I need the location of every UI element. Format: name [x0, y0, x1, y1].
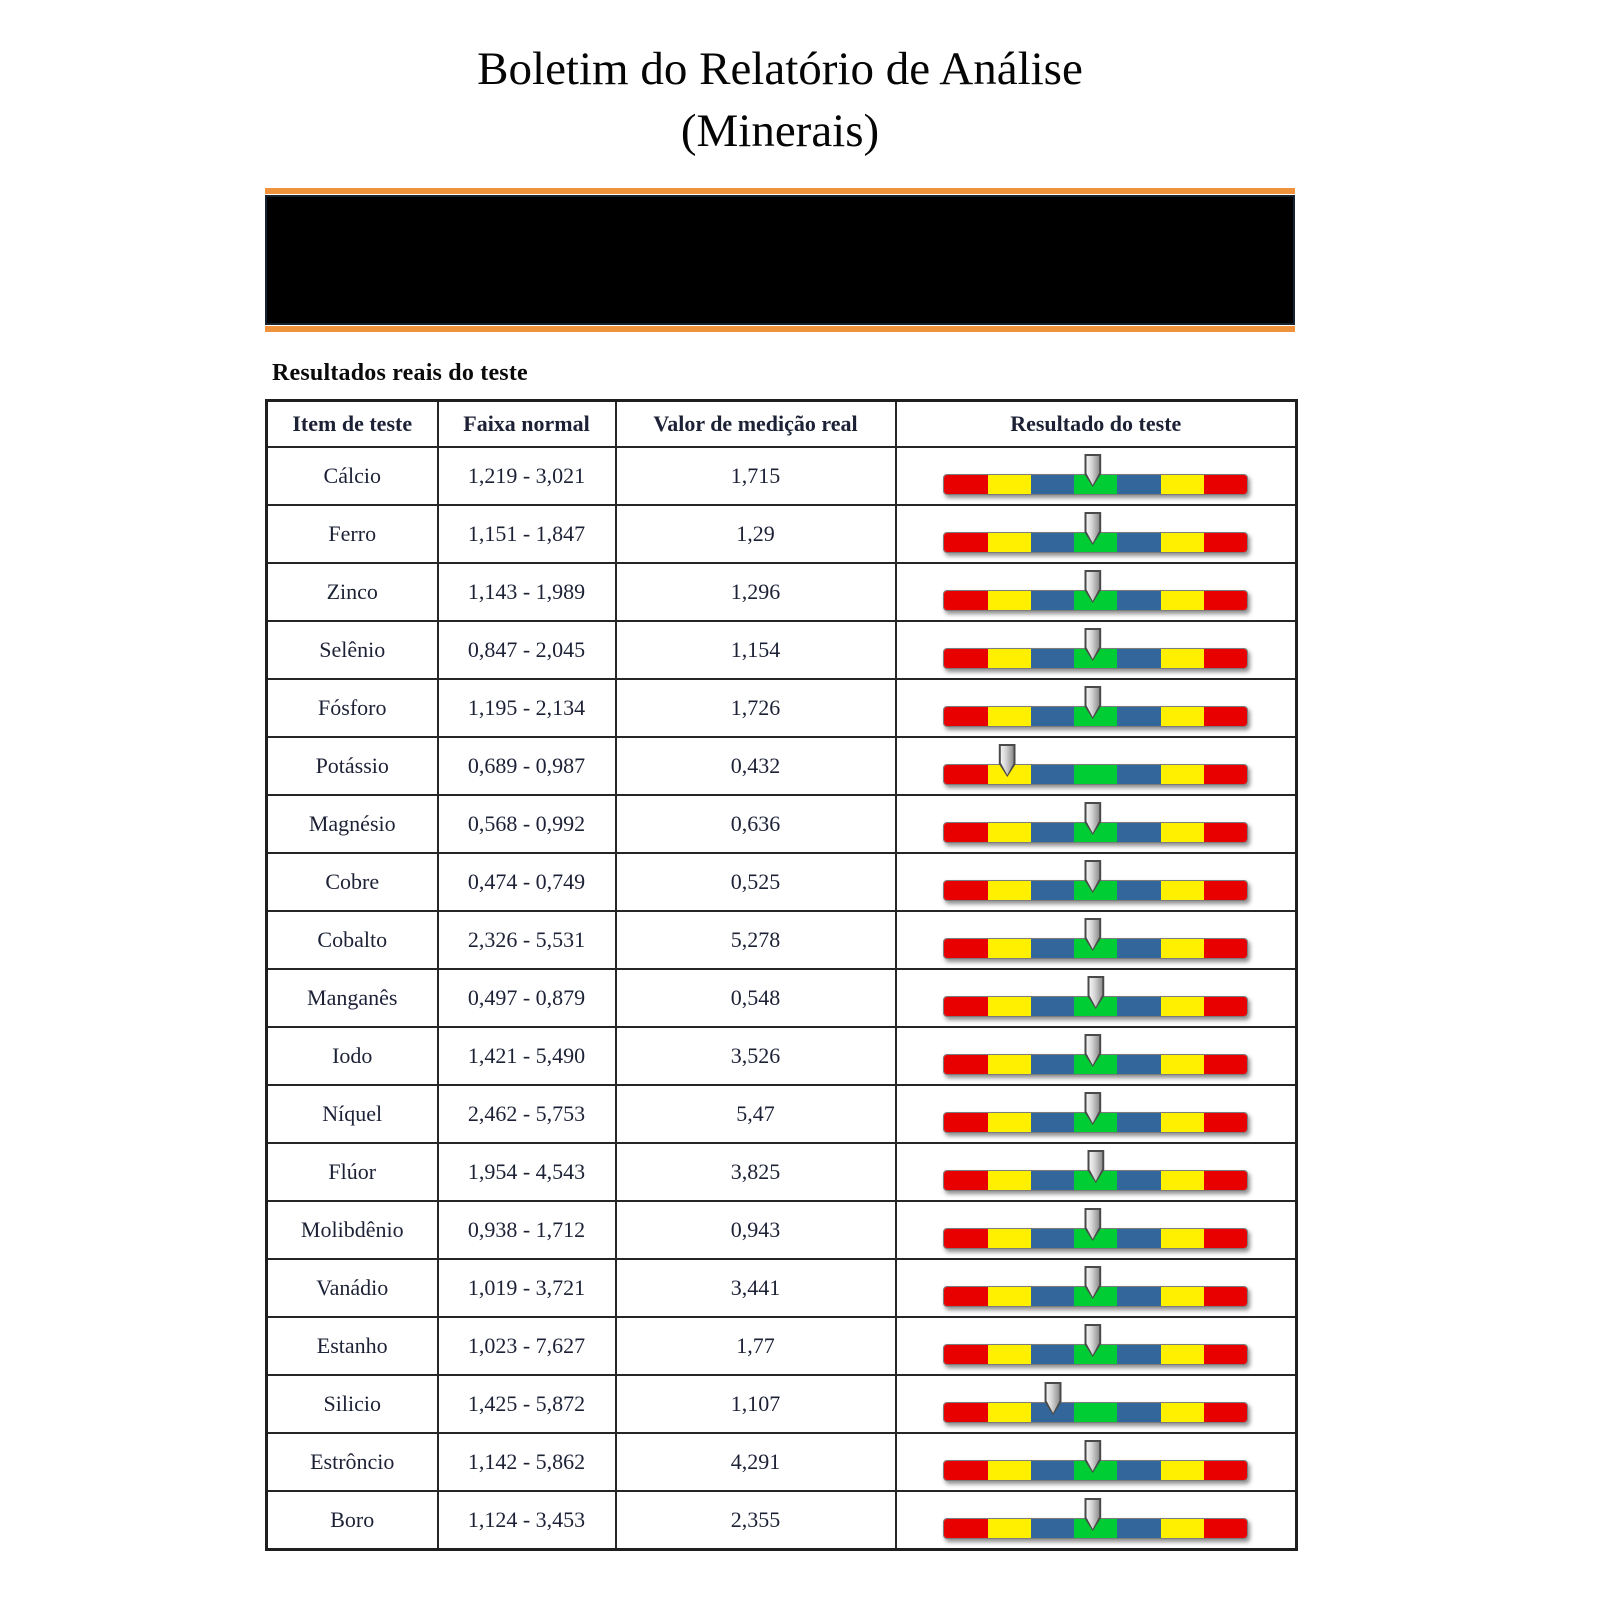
- table-row-niquel: [267, 1085, 1297, 1143]
- bar-segment: [944, 1287, 987, 1306]
- test-result-cell: [896, 969, 1297, 1027]
- bar-segment: [1161, 1171, 1204, 1190]
- test-item-cell: Flúor: [267, 1143, 438, 1201]
- normal-range-cell: 0,938 - 1,712: [438, 1201, 616, 1259]
- table-row-vanadio: [267, 1259, 1297, 1317]
- bar-segment: [944, 765, 987, 784]
- measured-value-cell: 1,726: [616, 679, 896, 737]
- measured-value-cell: 1,29: [616, 505, 896, 563]
- bar-segment: [988, 1345, 1031, 1364]
- table-row-magnesio: [267, 795, 1297, 853]
- normal-range-cell: 0,689 - 0,987: [438, 737, 616, 795]
- test-result-cell: [896, 1201, 1297, 1259]
- test-result-cell: [896, 853, 1297, 911]
- bar-segment: [1117, 533, 1160, 552]
- table-row-selenio: [267, 621, 1297, 679]
- normal-range-cell: 0,568 - 0,992: [438, 795, 616, 853]
- test-item-cell: Boro: [267, 1491, 438, 1550]
- bar-segment: [1117, 1229, 1160, 1248]
- bar-segment: [944, 939, 987, 958]
- normal-range-cell: 0,847 - 2,045: [438, 621, 616, 679]
- normal-range-cell: 0,474 - 0,749: [438, 853, 616, 911]
- measured-value-cell: 1,77: [616, 1317, 896, 1375]
- result-color-bar: [943, 764, 1248, 785]
- bar-segment: [988, 1113, 1031, 1132]
- bar-segment: [944, 881, 987, 900]
- normal-range-cell: 1,195 - 2,134: [438, 679, 616, 737]
- bar-segment: [1204, 591, 1247, 610]
- bar-segment: [1204, 475, 1247, 494]
- bar-segment: [1161, 707, 1204, 726]
- test-result-cell: [896, 1085, 1297, 1143]
- test-result-cell: [896, 911, 1297, 969]
- measured-value-cell: 5,278: [616, 911, 896, 969]
- table-row-zinco: [267, 563, 1297, 621]
- bar-segment: [944, 591, 987, 610]
- normal-range-cell: 1,124 - 3,453: [438, 1491, 616, 1550]
- normal-range-cell: 1,219 - 3,021: [438, 447, 616, 505]
- normal-range-cell: 1,151 - 1,847: [438, 505, 616, 563]
- test-result-cell: [896, 621, 1297, 679]
- bar-segment: [1117, 1113, 1160, 1132]
- result-indicator: [943, 564, 1248, 620]
- bar-segment: [1161, 1229, 1204, 1248]
- bar-segment: [1031, 649, 1074, 668]
- bar-segment: [988, 881, 1031, 900]
- measured-value-cell: 1,715: [616, 447, 896, 505]
- bar-segment: [1161, 1345, 1204, 1364]
- bar-segment: [1161, 1403, 1204, 1422]
- test-result-cell: [896, 737, 1297, 795]
- bar-segment: [1117, 1461, 1160, 1480]
- results-table: [265, 399, 1298, 1551]
- bar-segment: [1204, 939, 1247, 958]
- result-indicator: [943, 796, 1248, 852]
- table-row-fluor: [267, 1143, 1297, 1201]
- test-item-cell: Potássio: [267, 737, 438, 795]
- result-indicator: [943, 622, 1248, 678]
- result-indicator: [943, 680, 1248, 736]
- test-item-cell: Selênio: [267, 621, 438, 679]
- bar-segment: [1117, 823, 1160, 842]
- bar-segment: [1031, 1113, 1074, 1132]
- normal-range-cell: 2,462 - 5,753: [438, 1085, 616, 1143]
- test-result-cell: [896, 1375, 1297, 1433]
- bar-segment: [1161, 1461, 1204, 1480]
- bar-segment: [1031, 591, 1074, 610]
- measured-value-cell: 1,107: [616, 1375, 896, 1433]
- bar-segment: [988, 533, 1031, 552]
- bar-segment: [1204, 881, 1247, 900]
- orange-rule-top: [265, 188, 1295, 194]
- result-indicator: [943, 1260, 1248, 1316]
- result-color-bar: [943, 1402, 1248, 1423]
- bar-segment: [1204, 1519, 1247, 1538]
- bar-segment: [944, 1171, 987, 1190]
- bar-segment: [944, 1229, 987, 1248]
- bar-segment: [1031, 1171, 1074, 1190]
- bar-segment: [944, 1113, 987, 1132]
- test-item-cell: Estanho: [267, 1317, 438, 1375]
- bar-segment: [1031, 1519, 1074, 1538]
- measured-value-cell: 0,432: [616, 737, 896, 795]
- column-header-normal-range: Faixa normal: [438, 401, 616, 448]
- bar-segment: [1204, 1287, 1247, 1306]
- bar-segment: [944, 533, 987, 552]
- bar-segment: [1161, 1287, 1204, 1306]
- table-row-ferro: [267, 505, 1297, 563]
- bar-segment: [1161, 533, 1204, 552]
- table-row-silicio: [267, 1375, 1297, 1433]
- bar-segment: [1204, 533, 1247, 552]
- table-row-cobre: [267, 853, 1297, 911]
- result-indicator: [943, 1028, 1248, 1084]
- measured-value-cell: 0,548: [616, 969, 896, 1027]
- bar-segment: [1117, 1519, 1160, 1538]
- measured-value-cell: 0,943: [616, 1201, 896, 1259]
- bar-segment: [1204, 1171, 1247, 1190]
- table-row-estanho: [267, 1317, 1297, 1375]
- bar-segment: [1031, 1287, 1074, 1306]
- bar-segment: [1031, 823, 1074, 842]
- bar-segment: [1074, 1403, 1117, 1422]
- result-indicator: [943, 1434, 1248, 1490]
- bar-segment: [1031, 533, 1074, 552]
- bar-segment: [1161, 997, 1204, 1016]
- bar-segment: [1161, 939, 1204, 958]
- normal-range-cell: 2,326 - 5,531: [438, 911, 616, 969]
- bar-segment: [1161, 823, 1204, 842]
- bar-segment: [1031, 939, 1074, 958]
- bar-segment: [1117, 939, 1160, 958]
- result-indicator: [943, 970, 1248, 1026]
- bar-segment: [1031, 997, 1074, 1016]
- normal-range-cell: 1,023 - 7,627: [438, 1317, 616, 1375]
- bar-segment: [1204, 1461, 1247, 1480]
- test-item-cell: Zinco: [267, 563, 438, 621]
- table-row-cobalto: [267, 911, 1297, 969]
- column-header-test-result: Resultado do teste: [896, 401, 1297, 448]
- bar-segment: [988, 939, 1031, 958]
- bar-segment: [988, 591, 1031, 610]
- bar-segment: [988, 1403, 1031, 1422]
- test-result-cell: [896, 505, 1297, 563]
- test-item-cell: Silicio: [267, 1375, 438, 1433]
- measured-value-cell: 4,291: [616, 1433, 896, 1491]
- table-row-calcio: [267, 447, 1297, 505]
- bar-segment: [1031, 1461, 1074, 1480]
- bar-segment: [1031, 707, 1074, 726]
- bar-segment: [1204, 1345, 1247, 1364]
- bar-segment: [1117, 1287, 1160, 1306]
- bar-segment: [1031, 1345, 1074, 1364]
- test-result-cell: [896, 447, 1297, 505]
- test-result-cell: [896, 1433, 1297, 1491]
- measured-value-cell: 0,636: [616, 795, 896, 853]
- test-result-cell: [896, 795, 1297, 853]
- bar-segment: [944, 1519, 987, 1538]
- measured-value-cell: 3,441: [616, 1259, 896, 1317]
- test-item-cell: Cobre: [267, 853, 438, 911]
- test-item-cell: Estrôncio: [267, 1433, 438, 1491]
- bar-segment: [1161, 475, 1204, 494]
- bar-segment: [1117, 997, 1160, 1016]
- bar-segment: [1204, 707, 1247, 726]
- bar-segment: [944, 997, 987, 1016]
- result-indicator: [943, 1202, 1248, 1258]
- normal-range-cell: 1,421 - 5,490: [438, 1027, 616, 1085]
- test-result-cell: [896, 1259, 1297, 1317]
- test-result-cell: [896, 1027, 1297, 1085]
- bar-segment: [988, 1055, 1031, 1074]
- result-indicator: [943, 738, 1248, 794]
- bar-segment: [1161, 881, 1204, 900]
- test-item-cell: Cálcio: [267, 447, 438, 505]
- normal-range-cell: 1,425 - 5,872: [438, 1375, 616, 1433]
- normal-range-cell: 1,019 - 3,721: [438, 1259, 616, 1317]
- result-indicator: [943, 1086, 1248, 1142]
- bar-segment: [1117, 707, 1160, 726]
- measured-value-cell: 3,825: [616, 1143, 896, 1201]
- bar-segment: [944, 707, 987, 726]
- bar-segment: [1204, 1113, 1247, 1132]
- page-title: [265, 38, 1295, 162]
- bar-segment: [944, 475, 987, 494]
- bar-segment: [988, 1461, 1031, 1480]
- bar-segment: [1204, 823, 1247, 842]
- measured-value-cell: 1,154: [616, 621, 896, 679]
- bar-segment: [944, 823, 987, 842]
- bar-segment: [1117, 591, 1160, 610]
- bar-segment: [1161, 649, 1204, 668]
- test-item-cell: Ferro: [267, 505, 438, 563]
- bar-segment: [1204, 1229, 1247, 1248]
- bar-segment: [1161, 765, 1204, 784]
- result-indicator: [943, 1144, 1248, 1200]
- page-title-line1: Boletim do Relatório de Análise: [477, 43, 1083, 95]
- test-item-cell: Fósforo: [267, 679, 438, 737]
- bar-segment: [1204, 997, 1247, 1016]
- normal-range-cell: 0,497 - 0,879: [438, 969, 616, 1027]
- result-indicator: [943, 1492, 1248, 1548]
- bar-segment: [1117, 1345, 1160, 1364]
- bar-segment: [988, 1171, 1031, 1190]
- results-table-header-row: [267, 401, 1297, 448]
- bar-segment: [944, 1461, 987, 1480]
- result-indicator: [943, 1376, 1248, 1432]
- bar-segment: [988, 475, 1031, 494]
- column-header-test-item: Item de teste: [267, 401, 438, 448]
- test-result-cell: [896, 563, 1297, 621]
- table-row-potassio: [267, 737, 1297, 795]
- result-indicator: [943, 1318, 1248, 1374]
- result-indicator: [943, 854, 1248, 910]
- bar-segment: [1161, 1055, 1204, 1074]
- measured-value-cell: 0,525: [616, 853, 896, 911]
- test-item-cell: Vanádio: [267, 1259, 438, 1317]
- bar-segment: [988, 997, 1031, 1016]
- measured-value-cell: 2,355: [616, 1491, 896, 1550]
- redacted-patient-info-box: [265, 195, 1295, 325]
- bar-segment: [1117, 1055, 1160, 1074]
- orange-rule-bottom: [265, 326, 1295, 332]
- table-row-iodo: [267, 1027, 1297, 1085]
- result-indicator: [943, 912, 1248, 968]
- bar-segment: [1204, 765, 1247, 784]
- bar-segment: [944, 1345, 987, 1364]
- test-item-cell: Cobalto: [267, 911, 438, 969]
- bar-segment: [1204, 1403, 1247, 1422]
- bar-segment: [988, 1287, 1031, 1306]
- test-item-cell: Molibdênio: [267, 1201, 438, 1259]
- bar-segment: [1117, 1171, 1160, 1190]
- bar-segment: [1204, 1055, 1247, 1074]
- measured-value-cell: 1,296: [616, 563, 896, 621]
- bar-segment: [1161, 1519, 1204, 1538]
- table-row-fosforo: [267, 679, 1297, 737]
- table-row-manganes: [267, 969, 1297, 1027]
- measured-value-cell: 3,526: [616, 1027, 896, 1085]
- bar-segment: [1031, 1229, 1074, 1248]
- bar-segment: [1117, 649, 1160, 668]
- bar-segment: [944, 1403, 987, 1422]
- measured-value-cell: 5,47: [616, 1085, 896, 1143]
- bar-segment: [1117, 1403, 1160, 1422]
- normal-range-cell: 1,142 - 5,862: [438, 1433, 616, 1491]
- test-item-cell: Magnésio: [267, 795, 438, 853]
- bar-segment: [988, 1519, 1031, 1538]
- normal-range-cell: 1,143 - 1,989: [438, 563, 616, 621]
- bar-segment: [1117, 765, 1160, 784]
- bar-segment: [988, 707, 1031, 726]
- bar-segment: [988, 823, 1031, 842]
- test-result-cell: [896, 1143, 1297, 1201]
- bar-segment: [944, 649, 987, 668]
- table-row-boro: [267, 1491, 1297, 1550]
- bar-segment: [1117, 881, 1160, 900]
- bar-segment: [1204, 649, 1247, 668]
- bar-segment: [988, 1229, 1031, 1248]
- bar-segment: [1161, 1113, 1204, 1132]
- section-heading: Resultados reais do teste: [272, 360, 528, 386]
- table-row-estroncio: [267, 1433, 1297, 1491]
- normal-range-cell: 1,954 - 4,543: [438, 1143, 616, 1201]
- test-item-cell: Iodo: [267, 1027, 438, 1085]
- result-indicator: [943, 506, 1248, 562]
- test-item-cell: Manganês: [267, 969, 438, 1027]
- bar-segment: [944, 1055, 987, 1074]
- page-title-line2: (Minerais): [680, 105, 880, 158]
- test-result-cell: [896, 1491, 1297, 1550]
- bar-segment: [1031, 475, 1074, 494]
- column-header-measured-value: Valor de medição real: [616, 401, 896, 448]
- table-row-molibdenio: [267, 1201, 1297, 1259]
- bar-segment: [1117, 475, 1160, 494]
- bar-segment: [1161, 591, 1204, 610]
- bar-segment: [988, 649, 1031, 668]
- test-item-cell: Níquel: [267, 1085, 438, 1143]
- bar-segment: [1074, 765, 1117, 784]
- test-result-cell: [896, 679, 1297, 737]
- bar-segment: [1031, 1055, 1074, 1074]
- test-result-cell: [896, 1317, 1297, 1375]
- bar-segment: [1031, 881, 1074, 900]
- result-indicator: [943, 448, 1248, 504]
- bar-segment: [1031, 765, 1074, 784]
